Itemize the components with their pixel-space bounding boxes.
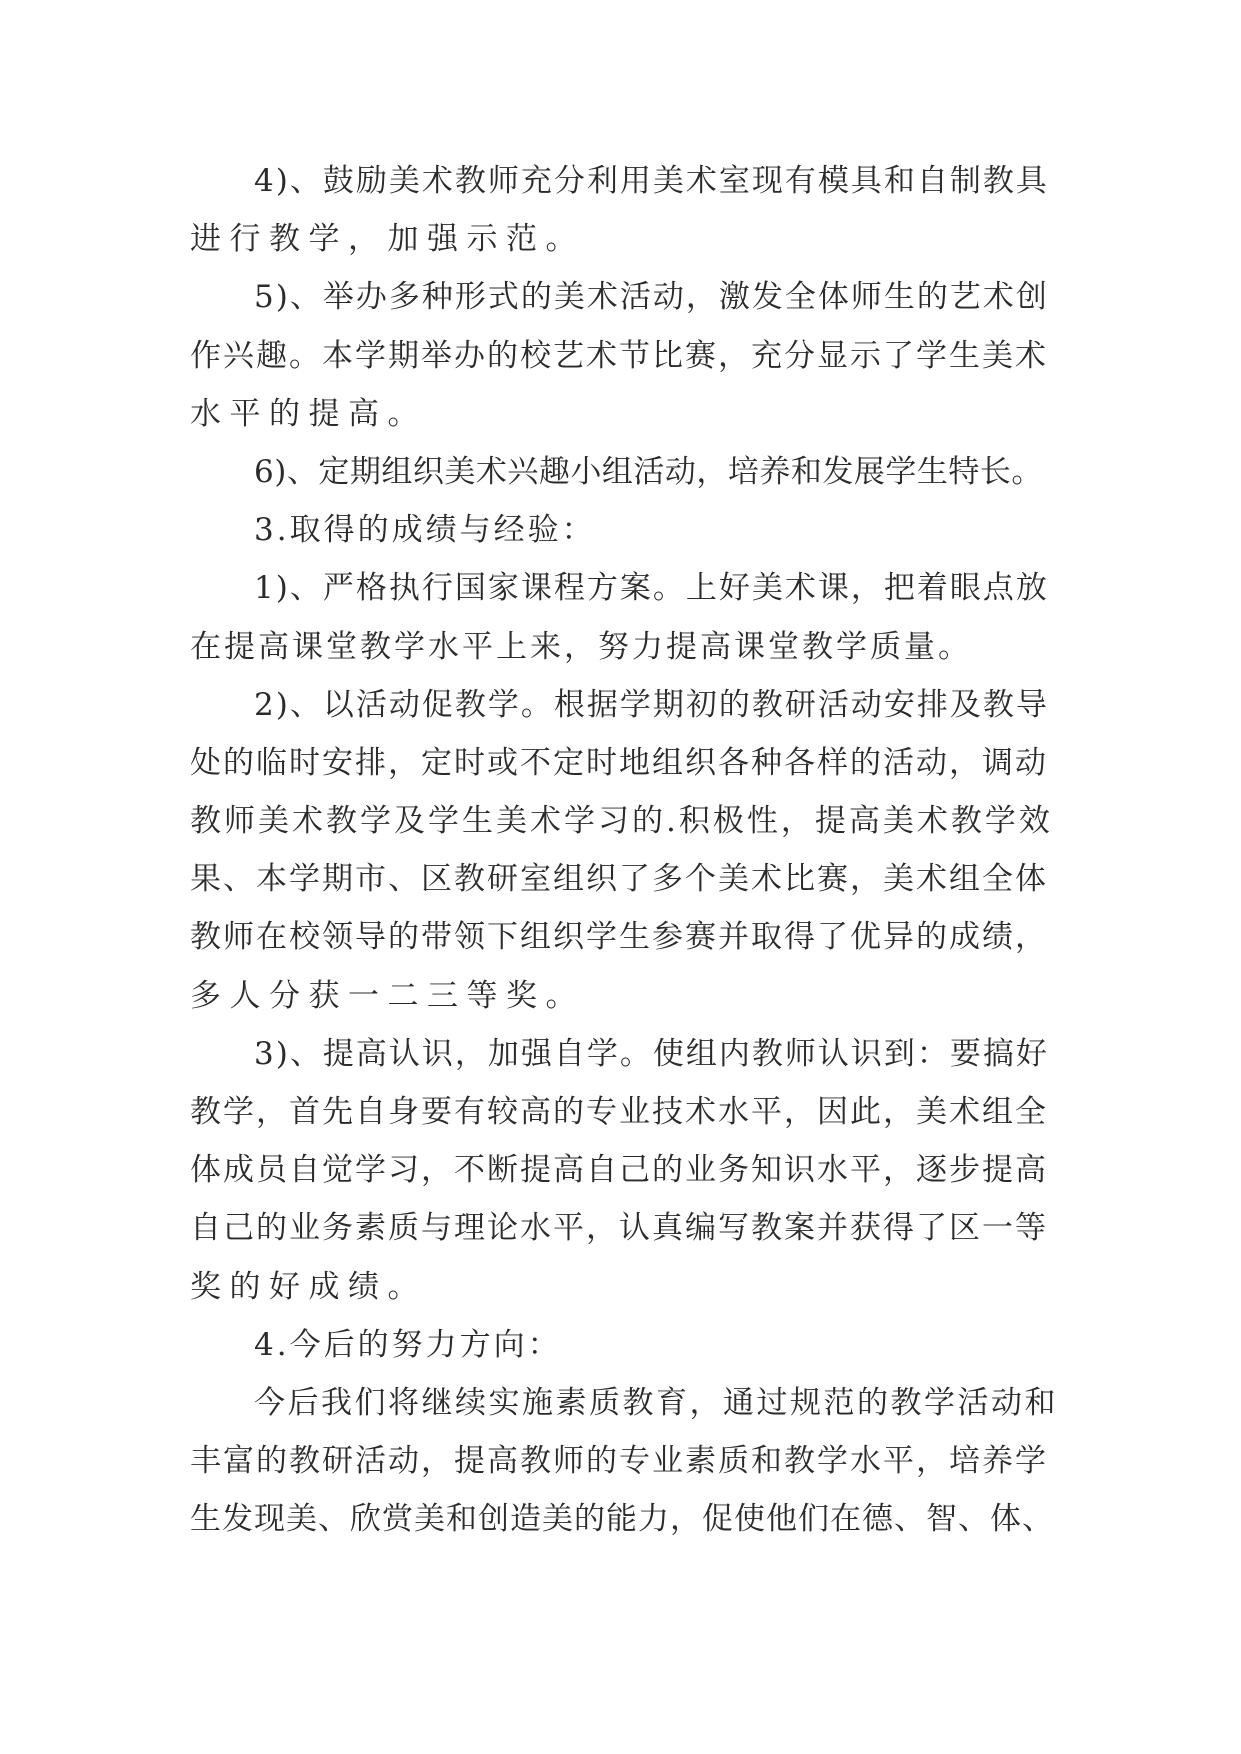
paragraph-line: 多人分获一二三等奖。	[190, 977, 585, 1014]
paragraph-line: 生发现美、欣赏美和创造美的能力，促使他们在德、智、体、	[190, 1501, 1054, 1538]
paragraph-line: 教学，首先自身要有较高的专业技术水平，因此，美术组全	[190, 1094, 1048, 1130]
paragraph-line: 果、本学期市、区教研室组织了多个美术比赛，美术组全体	[190, 861, 1048, 898]
paragraph-line: 进行教学，加强示范。	[190, 221, 585, 258]
paragraph-line: 作兴趣。本学期举办的校艺术节比赛，充分显示了学生美术	[190, 337, 1048, 374]
paragraph-line: 教师在校领导的带领下组织学生参赛并取得了优异的成绩，	[190, 919, 1048, 956]
paragraph-line: 1)、严格执行国家课程方案。上好美术课，把着眼点放	[254, 570, 1049, 607]
section-heading: 3.取得的成绩与经验：	[254, 512, 596, 549]
paragraph-line: 教师美术教学及学生美术学习的.积极性，提高美术教学效	[190, 803, 1053, 840]
paragraph-line: 体成员自觉学习，不断提高自己的业务知识水平，逐步提高	[190, 1152, 1048, 1189]
paragraph-line: 丰富的教研活动，提高教师的专业素质和教学水平，培养学	[190, 1443, 1048, 1480]
paragraph-line: 5)、举办多种形式的美术活动，激发全体师生的艺术创	[254, 279, 1049, 316]
paragraph-line: 4)、鼓励美术教师充分利用美术室现有模具和自制教具	[254, 163, 1049, 199]
paragraph-line: 今后我们将继续实施素质教育，通过规范的教学活动和	[254, 1384, 1058, 1421]
paragraph-line: 在提高课堂教学水平上来，努力提高课堂教学质量。	[190, 628, 972, 665]
paragraph-line: 自己的业务素质与理论水平，认真编写教案并获得了区一等	[190, 1210, 1048, 1247]
paragraph-line: 处的临时安排，定时或不定时地组织各种各样的活动，调动	[190, 744, 1048, 781]
document-body	[190, 152, 1058, 1549]
paragraph-line: 3)、提高认识，加强自学。使组内教师认识到：要搞好	[254, 1035, 1049, 1072]
paragraph-line: 水平的提高。	[190, 395, 427, 432]
paragraph-line: 奖的好成绩。	[190, 1268, 427, 1305]
paragraph-line: 2)、以活动促教学。根据学期初的教研活动安排及教导	[254, 686, 1049, 723]
section-heading: 4.今后的努力方向：	[254, 1326, 562, 1363]
paragraph-line: 6)、定期组织美术兴趣小组活动，培养和发展学生特长。	[254, 453, 1043, 490]
